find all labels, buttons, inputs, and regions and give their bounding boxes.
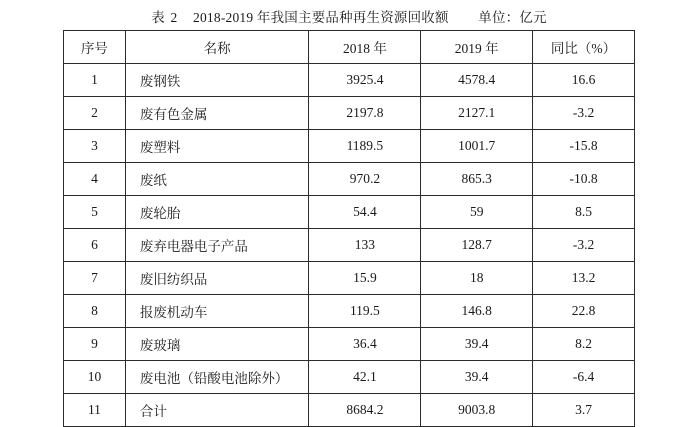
table-row	[64, 97, 635, 130]
caption-number: 2	[170, 10, 178, 25]
cell-change: -3.2	[533, 229, 635, 262]
cell-2018: 42.1	[309, 361, 421, 394]
table-row	[64, 262, 635, 295]
cell-name: 报废机动车	[125, 295, 309, 328]
cell-2019: 4578.4	[421, 64, 533, 97]
cell-change: 22.8	[533, 295, 635, 328]
table-row	[64, 163, 635, 196]
table-row	[64, 328, 635, 361]
cell-2018: 54.4	[309, 196, 421, 229]
cell-2019: 865.3	[421, 163, 533, 196]
table-row	[64, 361, 635, 394]
cell-change: -15.8	[533, 130, 635, 163]
cell-index: 7	[64, 262, 126, 295]
cell-index: 5	[64, 196, 126, 229]
cell-name: 废塑料	[125, 130, 309, 163]
cell-2019: 9003.8	[421, 394, 533, 427]
cell-2019: 59	[421, 196, 533, 229]
table-row	[64, 64, 635, 97]
cell-2018: 3925.4	[309, 64, 421, 97]
cell-name: 废纸	[125, 163, 309, 196]
cell-name: 废弃电器电子产品	[125, 229, 309, 262]
cell-name: 废电池（铅酸电池除外）	[125, 361, 309, 394]
table-container	[63, 30, 635, 427]
cell-index: 10	[64, 361, 126, 394]
cell-name: 废玻璃	[125, 328, 309, 361]
cell-index: 6	[64, 229, 126, 262]
cell-2019: 2127.1	[421, 97, 533, 130]
caption-title: 2018-2019 年我国主要品种再生资源回收额	[193, 10, 449, 25]
cell-2018: 133	[309, 229, 421, 262]
table-header	[64, 31, 635, 64]
column-header-2019: 2019 年	[421, 31, 533, 64]
caption-label: 表	[151, 10, 165, 25]
cell-2018: 8684.2	[309, 394, 421, 427]
cell-2018: 2197.8	[309, 97, 421, 130]
cell-index: 3	[64, 130, 126, 163]
cell-change: 13.2	[533, 262, 635, 295]
table-row	[64, 196, 635, 229]
table-row	[64, 130, 635, 163]
cell-change: 8.2	[533, 328, 635, 361]
cell-name: 合计	[125, 394, 309, 427]
table-row	[64, 229, 635, 262]
cell-change: 16.6	[533, 64, 635, 97]
cell-index: 9	[64, 328, 126, 361]
table-caption	[0, 6, 698, 26]
cell-change: 8.5	[533, 196, 635, 229]
cell-index: 4	[64, 163, 126, 196]
cell-2019: 18	[421, 262, 533, 295]
table-body	[64, 64, 635, 427]
cell-2018: 119.5	[309, 295, 421, 328]
column-header-name: 名称	[125, 31, 309, 64]
cell-change: -10.8	[533, 163, 635, 196]
cell-2018: 970.2	[309, 163, 421, 196]
cell-change: 3.7	[533, 394, 635, 427]
column-header-change: 同比（%）	[533, 31, 635, 64]
cell-name: 废旧纺织品	[125, 262, 309, 295]
cell-index: 1	[64, 64, 126, 97]
cell-index: 2	[64, 97, 126, 130]
column-header-2018: 2018 年	[309, 31, 421, 64]
cell-change: -3.2	[533, 97, 635, 130]
column-header-index: 序号	[64, 31, 126, 64]
table-row	[64, 295, 635, 328]
cell-index: 8	[64, 295, 126, 328]
cell-name: 废有色金属	[125, 97, 309, 130]
table-header-row	[64, 31, 635, 64]
cell-2019: 39.4	[421, 361, 533, 394]
cell-2018: 1189.5	[309, 130, 421, 163]
cell-2019: 39.4	[421, 328, 533, 361]
cell-name: 废轮胎	[125, 196, 309, 229]
cell-2019: 146.8	[421, 295, 533, 328]
cell-2019: 1001.7	[421, 130, 533, 163]
cell-name: 废钢铁	[125, 64, 309, 97]
cell-change: -6.4	[533, 361, 635, 394]
recycling-value-table	[63, 30, 635, 427]
cell-2019: 128.7	[421, 229, 533, 262]
caption-unit: 单位：亿元	[478, 10, 547, 25]
table-row-total	[64, 394, 635, 427]
cell-2018: 36.4	[309, 328, 421, 361]
cell-2018: 15.9	[309, 262, 421, 295]
cell-index: 11	[64, 394, 126, 427]
